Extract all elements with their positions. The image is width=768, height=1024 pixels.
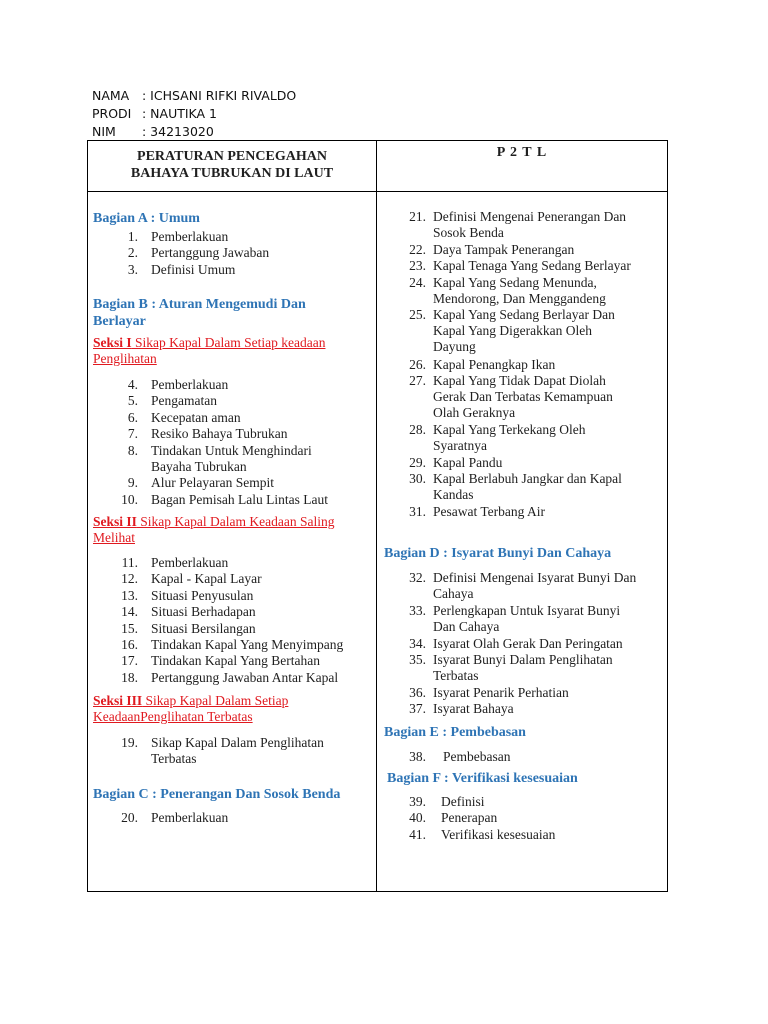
list-item [88,735,373,767]
item-text-line: Kapal Penangkap Ikan [433,356,556,372]
list-item [377,810,661,826]
item-text [151,621,373,637]
item-text [151,475,373,491]
seksi-2-text: Sikap Kapal Dalam Keadaan Saling [136,514,335,529]
item-text-line: Kandas [433,487,474,503]
seksi-1-heading [93,335,325,367]
bagian-b-heading [93,296,306,330]
item-text-line: Kapal Yang Sedang Menunda, [433,274,597,290]
item-text-line: Pemberlakuan [151,555,229,570]
item-text-line: Bagan Pemisah Lalu Lintas Laut [151,491,328,507]
item-text-line: Sikap Kapal Dalam Penglihatan [151,735,324,750]
bagian-b-line-1: Bagian B : Aturan Mengemudi Dan [93,297,306,312]
bagian-e-heading: Bagian E : Pembebasan [384,725,526,740]
item-text-line: Pembebasan [443,749,511,764]
item-text-line: Isyarat Bahaya [433,701,514,717]
student-prodi-row [92,105,296,123]
item-text-line: Situasi Bersilangan [151,620,256,636]
list-item [377,209,663,241]
nim-label: NIM [92,124,116,139]
item-text-line: Definisi Umum [151,261,236,277]
item-number: 14. [121,604,138,620]
list-item [88,492,373,508]
item-number: 13. [121,587,138,603]
item-number: 27. [409,373,426,388]
item-text-line: Terbatas [433,668,479,683]
item-text [441,827,661,843]
list-item [377,636,663,652]
nama-value: : ICHSANI RIFKI RIVALDO [142,88,297,103]
list-item [88,653,373,669]
regulations-table [87,140,668,892]
item-text-line: Bayaha Tubrukan [151,458,247,474]
item-text [433,701,663,717]
item-text-line: Gerak Dan Terbatas Kemampuan [433,389,613,404]
item-text [151,393,373,409]
seksi-2-heading [93,514,334,546]
list-item [88,637,373,653]
right-body-cell [377,192,668,892]
item-text-line: Pertanggung Jawaban Antar Kapal [151,669,339,685]
item-text [151,588,373,604]
list-item [377,357,663,373]
seksi-3-line-2: KeadaanPenglihatan Terbatas [93,709,253,724]
bagian-b-line-2: Berlayar [93,314,146,329]
item-number: 37. [409,701,426,717]
item-text [151,377,373,393]
item-text-line: Pemberlakuan [151,377,229,392]
item-text-line: Dayung [433,339,476,355]
list-item [377,570,663,602]
list-item [377,471,663,503]
student-info [92,87,296,141]
list-item [377,685,663,701]
item-number: 31. [409,504,426,520]
item-text [151,555,373,571]
item-text-line: Pemberlakuan [151,810,229,825]
list-item [377,275,663,307]
item-number: 39. [409,794,426,809]
item-number: 36. [409,684,426,700]
item-number: 9. [127,475,138,491]
item-number: 30. [409,471,426,487]
left-body-cell [88,192,377,892]
nim-value: : 34213020 [142,124,214,139]
list-item [88,410,373,426]
item-text-line: Pengamatan [151,393,217,409]
item-number: 38. [409,749,426,764]
item-text-line: Cahaya [433,586,474,601]
seksi-2-label: Seksi II [93,514,137,529]
list-item [88,426,373,442]
item-text [151,443,373,475]
bagian-a-heading: Bagian A : Umum [93,211,200,226]
item-text-line: Kapal Pandu [433,455,503,470]
right-title: P 2 T L [496,145,548,160]
item-number: 17. [121,653,138,669]
list-item [88,604,373,620]
item-text [151,262,373,278]
item-text-line: Pemberlakuan [151,229,229,244]
item-number: 26. [409,356,426,372]
item-text-line: Pertanggung Jawaban [151,245,270,261]
list-item [88,229,373,245]
item-number: 1. [127,229,138,244]
item-text-line: Tindakan Kapal Yang Menyimpang [151,637,344,652]
item-number: 12. [121,571,138,587]
item-text-line: Tindakan Kapal Yang Bertahan [151,653,320,669]
item-text [433,307,663,355]
list-item [377,827,661,843]
list-item [377,794,661,810]
item-text [433,357,663,373]
seksi-3-text: Sikap Kapal Dalam Setiap [142,693,289,708]
item-text-line: Definisi Mengenai Isyarat Bunyi Dan [433,570,637,585]
item-number: 8. [127,442,138,458]
item-number: 11. [121,555,138,570]
item-number: 22. [409,241,426,257]
item-text [151,735,373,767]
list-item [377,258,663,274]
item-text-line: Kapal - Kapal Layar [151,571,262,587]
item-text [433,258,663,274]
item-text-line: Kapal Yang Sedang Berlayar Dan [433,307,615,323]
item-number: 41. [409,826,426,842]
item-text [151,637,373,653]
list-item [88,810,373,826]
item-text-line: Kapal Berlabuh Jangkar dan Kapal [433,471,622,487]
item-text [433,373,663,421]
list-item [88,245,373,261]
list-item [377,242,663,258]
item-text-line: Isyarat Bunyi Dalam Penglihatan [433,652,613,667]
item-text [441,794,661,810]
item-number: 6. [127,409,138,425]
bagian-f-heading: Bagian F : Verifikasi kesesuaian [387,771,578,786]
item-number: 15. [121,620,138,636]
prodi-label: PRODI [92,106,132,121]
item-number: 28. [409,422,426,438]
item-text-line: Kapal Yang Digerakkan Oleh [433,323,592,339]
item-text-line: Syaratnya [433,438,487,454]
item-text [433,652,663,684]
item-number: 23. [409,258,426,274]
item-text [151,245,373,261]
item-text-line: Tindakan Untuk Menghindari [151,442,312,458]
item-number: 21. [409,209,426,224]
list-item [377,373,663,421]
list-item [377,455,663,471]
item-number: 16. [121,637,138,652]
item-number: 33. [409,602,426,618]
item-text-line: Definisi [441,794,485,809]
list-item [377,307,663,355]
item-text [433,504,663,520]
item-text-line: Pesawat Terbang Air [433,504,546,520]
item-text-line: Verifikasi kesesuaian [441,826,556,842]
item-text-line: Terbatas [151,751,197,766]
seksi-1-label: Seksi I [93,335,132,350]
item-text-line: Definisi Mengenai Penerangan Dan [433,209,627,224]
item-number: 20. [121,810,138,825]
item-text-line: Isyarat Olah Gerak Dan Peringatan [433,635,623,651]
item-text-line: Situasi Penyusulan [151,587,254,603]
list-item [377,701,663,717]
student-name-row [92,87,296,105]
list-item [377,603,663,635]
item-text-line: Alur Pelayaran Sempit [151,475,274,491]
item-number: 5. [127,393,138,409]
list-item [88,393,373,409]
bagian-d-heading: Bagian D : Isyarat Bunyi Dan Cahaya [384,546,612,561]
item-text-line: Isyarat Penarik Perhatian [433,684,569,700]
left-title-line-2: BAHAYA TUBRUKAN DI LAUT [130,166,334,181]
item-number: 18. [121,669,138,685]
left-title-cell [88,141,377,192]
item-text-line: Perlengkapan Untuk Isyarat Bunyi [433,602,621,618]
student-nim-row [92,123,296,141]
seksi-2-line-2: Melihat [93,530,135,545]
item-number: 40. [409,810,426,826]
item-text [433,209,663,241]
item-number: 7. [127,426,138,442]
list-item [377,422,663,454]
list-item [88,670,373,686]
list-item [88,475,373,491]
item-number: 34. [409,635,426,651]
item-text [151,810,373,826]
item-text-line: Olah Geraknya [433,405,516,420]
list-item [88,377,373,393]
list-item [88,262,373,278]
item-text [433,603,663,635]
left-title-line-1: PERATURAN PENCEGAHAN [137,149,327,164]
item-text [433,275,663,307]
list-item [88,588,373,604]
item-text [151,604,373,620]
item-text [441,810,661,826]
list-item [88,443,373,475]
item-text [433,471,663,503]
item-number: 25. [409,307,426,323]
item-text-line: Mendorong, Dan Menggandeng [433,290,606,306]
item-number: 3. [127,261,138,277]
item-text [433,570,663,602]
item-text-line: Penerapan [441,810,498,826]
item-number: 10. [121,491,138,507]
list-item [377,652,663,684]
item-number: 19. [121,735,138,750]
seksi-1-line-2: Penglihatan [93,351,157,366]
item-text-line: Sosok Benda [433,225,504,240]
item-text-line: Kapal Yang Terkekang Oleh [433,422,586,438]
item-text-line: Kapal Tenaga Yang Sedang Berlayar [433,258,631,274]
item-text [151,229,373,245]
item-text [433,422,663,454]
item-text [433,636,663,652]
item-text-line: Daya Tampak Penerangan [433,241,575,257]
seksi-3-label: Seksi III [93,693,143,708]
seksi-3-heading [93,693,288,725]
item-number: 2. [127,245,138,261]
item-text [151,410,373,426]
item-text [433,455,663,471]
item-number: 4. [127,377,138,392]
item-number: 29. [409,455,426,470]
item-text [151,571,373,587]
item-text [433,685,663,701]
list-item [377,504,663,520]
nama-label: NAMA [92,88,130,103]
list-item [88,555,373,571]
right-title-cell [377,141,668,192]
item-text [443,749,663,765]
item-text-line: Kapal Yang Tidak Dapat Diolah [433,373,606,388]
item-number: 35. [409,652,426,667]
item-text [151,653,373,669]
list-item [88,621,373,637]
list-item [88,571,373,587]
prodi-value: : NAUTIKA 1 [142,106,218,121]
item-text [433,242,663,258]
seksi-1-text: Sikap Kapal Dalam Setiap keadaan [131,335,326,350]
item-text-line: Situasi Berhadapan [151,604,256,620]
item-text [151,426,373,442]
item-text-line: Resiko Bahaya Tubrukan [151,426,288,442]
item-text [151,492,373,508]
item-text-line: Dan Cahaya [433,618,500,634]
list-item [377,749,663,765]
item-text-line: Kecepatan aman [151,409,241,425]
item-number: 32. [409,570,426,585]
bagian-c-heading: Bagian C : Penerangan Dan Sosok Benda [93,787,341,802]
item-number: 24. [409,274,426,290]
item-text [151,670,373,686]
